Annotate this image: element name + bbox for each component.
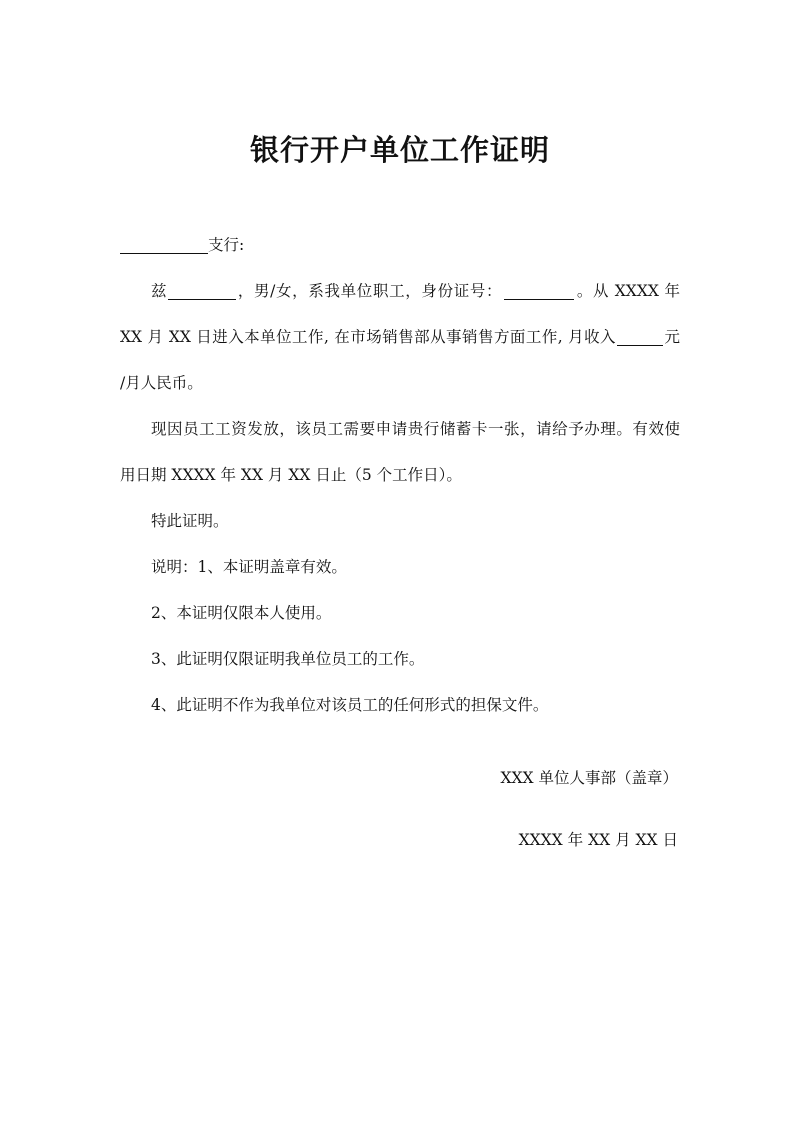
employee-name-blank xyxy=(168,281,236,300)
closing-line: 特此证明。 xyxy=(151,512,229,530)
para1-line2-suffix: 元 xyxy=(664,328,680,346)
note-item: 2、本证明仅限本人使用。 xyxy=(151,604,332,622)
para1-mid: ，男/女，系我单位职工，身份证号： xyxy=(237,282,503,300)
branch-name-blank xyxy=(120,235,208,254)
note-item: 4、此证明不作为我单位对该员工的任何形式的担保文件。 xyxy=(151,696,549,714)
para1-line1 xyxy=(120,268,680,314)
note-item: 说明：1、本证明盖章有效。 xyxy=(151,558,347,576)
para1-prefix: 兹 xyxy=(151,282,168,300)
para1-line2-text: XX 月 XX 日进入本单位工作, 在市场销售部从事销售方面工作, 月收入 xyxy=(120,328,617,346)
document-title: 银行开户单位工作证明 xyxy=(249,133,550,167)
para1-suffix: 。从 XXXX 年 xyxy=(576,282,680,300)
signature-date: XXXX 年 XX 月 XX 日 xyxy=(518,831,678,849)
salutation-line xyxy=(120,222,680,268)
income-blank xyxy=(617,327,663,346)
id-number-blank xyxy=(504,281,574,300)
para1-line2 xyxy=(120,314,680,360)
note-item: 3、此证明仅限证明我单位员工的工作。 xyxy=(151,650,425,668)
para1-line3: /月人民币。 xyxy=(120,374,203,392)
signature-department: XXX 单位人事部（盖章） xyxy=(500,769,678,787)
salutation-suffix: 支行: xyxy=(208,236,245,254)
document-body xyxy=(120,222,680,728)
para2-line2: 用日期 XXXX 年 XX 月 XX 日止（5 个工作日）。 xyxy=(120,466,462,484)
para2-line1: 现因员工工资发放，该员工需要申请贵行储蓄卡一张，请给予办理。有效使 xyxy=(151,420,680,438)
